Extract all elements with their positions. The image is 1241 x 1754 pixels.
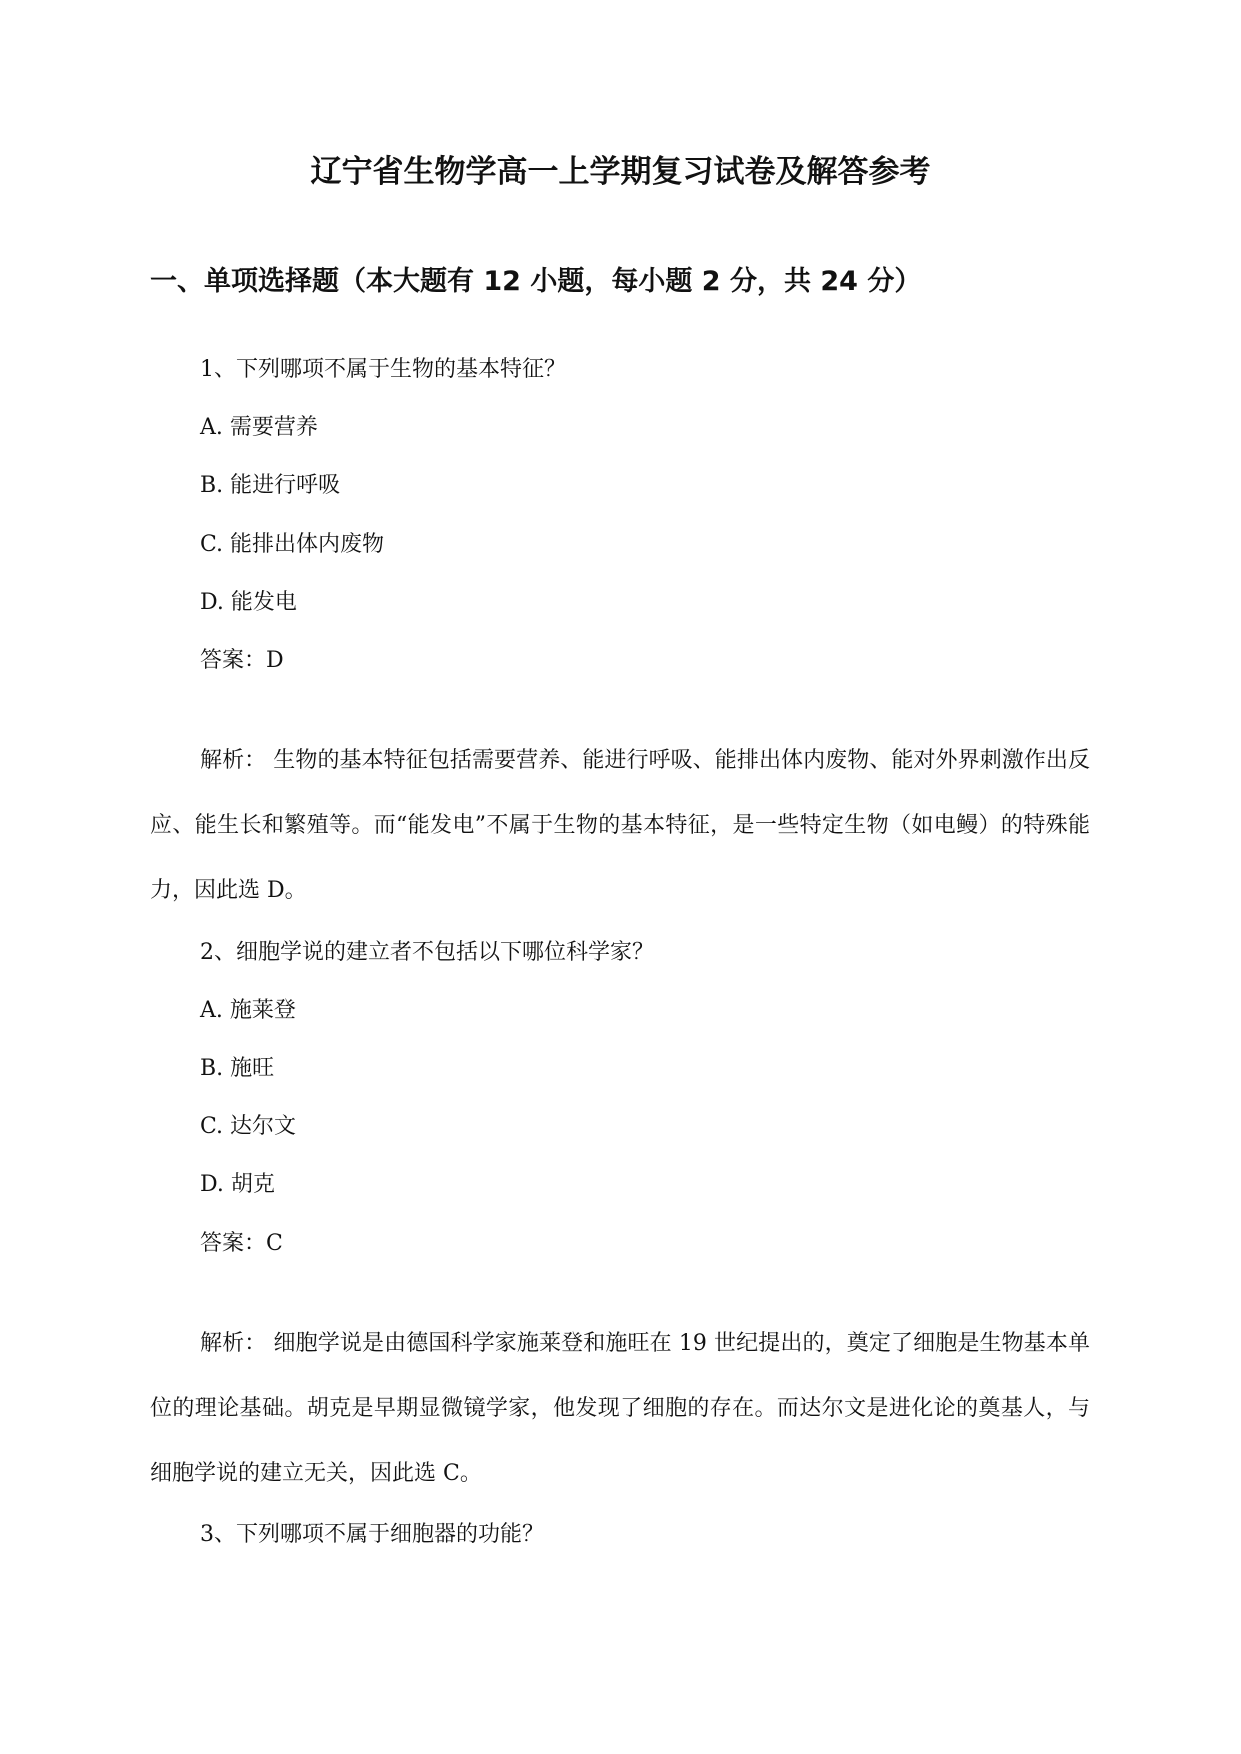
question-2-option-b: B. 施旺 <box>200 1056 275 1081</box>
question-2-option-d: D. 胡克 <box>200 1172 275 1197</box>
question-2-option-c: C. 达尔文 <box>200 1114 297 1139</box>
question-1-stem: 1、下列哪项不属于生物的基本特征？ <box>200 357 566 382</box>
section-title: 一、单项选择题（本大题有 12 小题，每小题 2 分，共 24 分） <box>150 266 922 297</box>
question-2-option-a: A. 施莱登 <box>200 998 296 1023</box>
question-1-option-b: B. 能进行呼吸 <box>200 473 341 498</box>
question-1-option-a: A. 需要营养 <box>200 415 318 440</box>
question-1-answer: 答案：D <box>200 648 284 673</box>
question-1-option-c: C. 能排出体内废物 <box>200 532 385 557</box>
document-title: 辽宁省生物学高一上学期复习试卷及解答参考 <box>310 154 931 190</box>
question-2-analysis: 解析： 细胞学说是由德国科学家施莱登和施旺在 19 世纪提出的，奠定了细胞是生物基本单位的理论基础。胡克是早期显微镜学家，他发现了细胞的存在。而达尔文是进化论的奠基人，与细胞学说的建立无关，因此选 C。 <box>150 1331 1090 1486</box>
question-1-option-d: D. 能发电 <box>200 590 297 615</box>
question-2-answer: 答案：C <box>200 1231 283 1256</box>
question-3-stem: 3、下列哪项不属于细胞器的功能？ <box>200 1522 544 1547</box>
question-1-analysis: 解析： 生物的基本特征包括需要营养、能进行呼吸、能排出体内废物、能对外界刺激作出反应、能生长和繁殖等。而“能发电”不属于生物的基本特征，是一些特定生物（如电鳗）的特殊能力，因此选 D。 <box>150 748 1090 903</box>
question-2-stem: 2、细胞学说的建立者不包括以下哪位科学家？ <box>200 940 654 965</box>
